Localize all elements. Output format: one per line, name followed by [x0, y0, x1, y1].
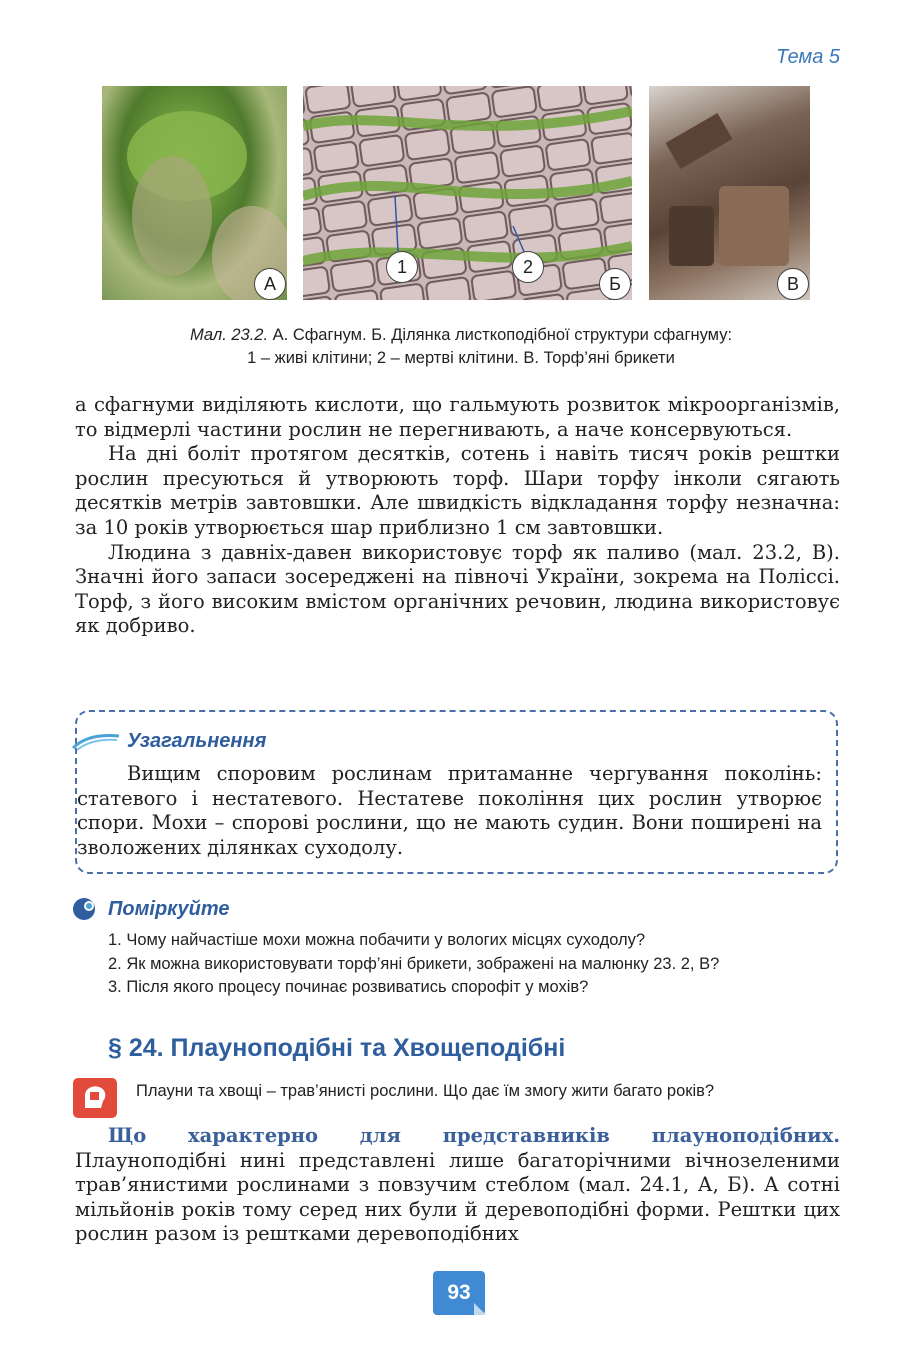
intro-question: Плауни та хвощі – трав’янисті рослини. Що дає їм змогу жити багато років? — [136, 1082, 715, 1100]
question-item: 2. Як можна використовувати торф’яні брикети, зображені на малюнку 23. 2, В? — [108, 954, 720, 973]
sphagnum-cells-micrograph — [303, 86, 632, 300]
caption-line-1: А. Сфагнум. Б. Ділянка листкоподібної структури сфагнуму: — [268, 326, 733, 344]
callout-dead-cells: 2 — [512, 251, 544, 283]
body-text — [75, 393, 840, 639]
paragraph-3: Людина з давніх-давен використовує торф як паливо (мал. 23.2, В). Значні його запаси зосереджені на півночі України, зокрема на Поліссі. Торф, з його високим вмістом органічних речовин, людина використовує як добриво. — [75, 540, 840, 638]
paragraph-2: На дні боліт протягом десятків, сотень і навіть тисяч років рештки рослин пресуються й утворюють торф. Шари торфу інколи сягають десятків метрів завтовшки. Але швидкість відкладання торфу незначна: за 10 років утворюється шар приблизно 1 см завтовшки. — [75, 442, 840, 539]
summary-paragraph: Вищим споровим рослинам притаманне чергування поколінь: статевого і нестатевого. Нестатеве покоління цих рослин утворює спори. Мохи – спорові рослини, що не мають судин. Вони поширені на зволожених ділянках суходолу. — [77, 762, 822, 859]
caption-line-2: 1 – живі клітини; 2 – мертві клітини. В. Торф’яні брикети — [247, 349, 675, 367]
figure-caption — [102, 324, 820, 370]
questions-list — [108, 929, 719, 1000]
paragraph-1: а сфагнуми виділяють кислоти, що гальмують розвиток мікроорганізмів, то відмерлі частини рослин не перегнивають, а наче консервуються. — [75, 393, 840, 441]
paragraph-body — [75, 1124, 840, 1247]
head-question-icon — [73, 1078, 117, 1118]
peat-briquettes-photo — [649, 86, 810, 300]
figure-ref: Мал. 23.2. — [189, 326, 269, 344]
topic-label: Тема 5 — [776, 46, 840, 68]
photo-label-c: В — [777, 268, 809, 300]
swoosh-icon — [71, 730, 121, 752]
think-title: Поміркуйте — [108, 898, 230, 920]
photo-label-b: Б — [599, 268, 631, 300]
paragraph-lead: Що характерно для представників плауноподібних. — [108, 1124, 840, 1147]
photo-label-a: А — [254, 268, 286, 300]
page-number: 93 — [433, 1271, 485, 1315]
lightbulb-head-icon — [72, 896, 100, 922]
question-item: 3. Після якого процесу починає розвиватись спорофіт у мохів? — [108, 978, 589, 996]
paragraph-text: Плауноподібні нині представлені лише багаторічними вічнозеленими трав’янистими рослинами з повзучим стеблом (мал. 24.1, А, Б). А сотні мільйонів років тому серед них були й деревоподібні форми. Рештки цих рослин разом із рештками деревоподібних — [75, 1148, 840, 1246]
sphagnum-photo — [102, 86, 287, 300]
summary-text — [77, 762, 822, 860]
question-item: 1. Чому найчастіше мохи можна побачити у вологих місцях суходолу? — [108, 931, 646, 949]
summary-title: Узагальнення — [127, 730, 267, 752]
page-curl-icon — [474, 1303, 486, 1315]
summary-box — [75, 710, 838, 874]
paragraph-title: § 24. Плауноподібні та Хвощеподібні — [108, 1034, 566, 1062]
callout-living-cells: 1 — [386, 251, 418, 283]
